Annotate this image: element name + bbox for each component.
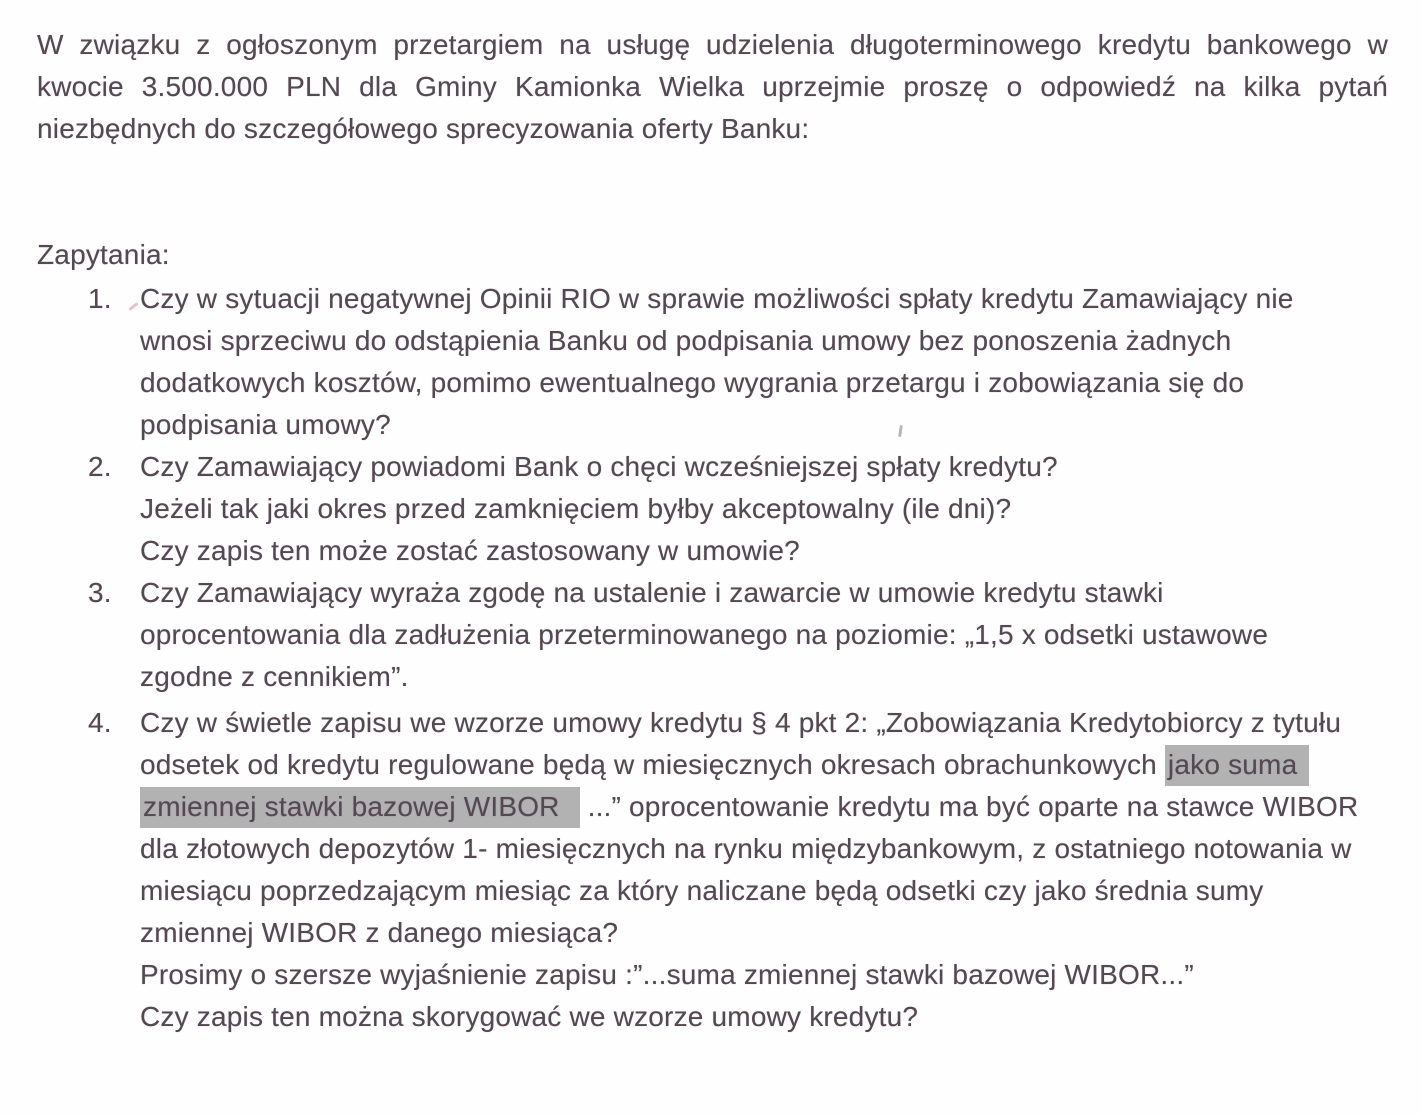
question-line: Jeżeli tak jaki okres przed zamknięciem byłby akceptowalny (ile dni)? <box>140 493 1012 524</box>
question-number: 2. <box>88 451 112 482</box>
question-text <box>140 278 1388 446</box>
question-line <box>140 828 1388 870</box>
question-item-3 <box>37 572 1388 698</box>
question-text-segment: Prosimy o szersze wyjaśnienie zapisu :”...suma zmiennej stawki bazowej WIBOR...” <box>140 959 1194 990</box>
question-line <box>140 954 1388 996</box>
question-item-2 <box>37 446 1388 572</box>
intro-line: W związku z ogłoszonym przetargiem na usługę udzielenia długoterminowego kredytu bankowego w <box>37 29 1388 60</box>
question-line <box>140 870 1388 912</box>
question-line: Czy w sytuacji negatywnej Opinii RIO w sprawie możliwości spłaty kredytu Zamawiający nie <box>140 283 1294 314</box>
question-line: dodatkowych kosztów, pomimo ewentualnego wygrania przetargu i zobowiązania się do <box>140 367 1245 398</box>
intro-line: niezbędnych do szczegółowego sprecyzowania oferty Banku: <box>37 113 810 144</box>
question-text-segment: zmiennej WIBOR z danego miesiąca? <box>140 917 619 948</box>
question-line <box>140 996 1388 1038</box>
question-line <box>140 786 1388 828</box>
question-line: Czy Zamawiający powiadomi Bank o chęci wcześniejszej spłaty kredytu? <box>140 451 1058 482</box>
question-text <box>140 446 1388 572</box>
question-number: 4. <box>88 707 112 738</box>
question-text <box>140 572 1388 698</box>
question-line <box>140 744 1388 786</box>
question-list <box>37 278 1388 1038</box>
question-line <box>140 702 1388 744</box>
question-text-segment: miesiącu poprzedzającym miesiąc za który naliczane będą odsetki czy jako średnia sumy <box>140 875 1264 906</box>
question-text-segment: ...” oprocentowanie kredytu ma być oparte na stawce WIBOR <box>579 791 1359 822</box>
question-line: Czy zapis ten może zostać zastosowany w umowie? <box>140 535 800 566</box>
question-text <box>140 702 1388 1038</box>
question-line: zgodne z cennikiem”. <box>140 661 409 692</box>
question-text-segment: Czy zapis ten można skorygować we wzorze umowy kredytu? <box>140 1001 919 1032</box>
question-text-segment: odsetek od kredytu regulowane będą w miesięcznych okresach obrachunkowych <box>140 749 1165 780</box>
section-heading: Zapytania: <box>37 239 170 270</box>
highlighted-text: zmiennej stawki bazowej WIBOR <box>140 787 580 828</box>
intro-line: kwocie 3.500.000 PLN dla Gminy Kamionka Wielka uprzejmie proszę o odpowiedź na kilka pytań <box>37 71 1388 102</box>
question-number: 3. <box>88 577 112 608</box>
question-line: podpisania umowy? <box>140 409 391 440</box>
question-number: 1. <box>88 283 112 314</box>
highlighted-text: jako suma <box>1165 745 1309 786</box>
document-content <box>37 24 1388 1038</box>
question-text-segment: dla złotowych depozytów 1- miesięcznych na rynku międzybankowym, z ostatniego notowania w <box>140 833 1352 864</box>
question-line: oprocentowania dla zadłużenia przeterminowanego na poziomie: „1,5 x odsetki ustawowe <box>140 619 1269 650</box>
intro-paragraph <box>37 24 1388 150</box>
question-text-segment: Czy w świetle zapisu we wzorze umowy kredytu § 4 pkt 2: „Zobowiązania Kredytobiorcy z tytułu <box>140 707 1342 738</box>
question-item-4 <box>37 702 1388 1038</box>
question-line <box>140 912 1388 954</box>
question-item-1 <box>37 278 1388 446</box>
question-line: wnosi sprzeciwu do odstąpienia Banku od podpisania umowy bez ponoszenia żadnych <box>140 325 1232 356</box>
question-line: Czy Zamawiający wyraża zgodę na ustalenie i zawarcie w umowie kredytu stawki <box>140 577 1164 608</box>
